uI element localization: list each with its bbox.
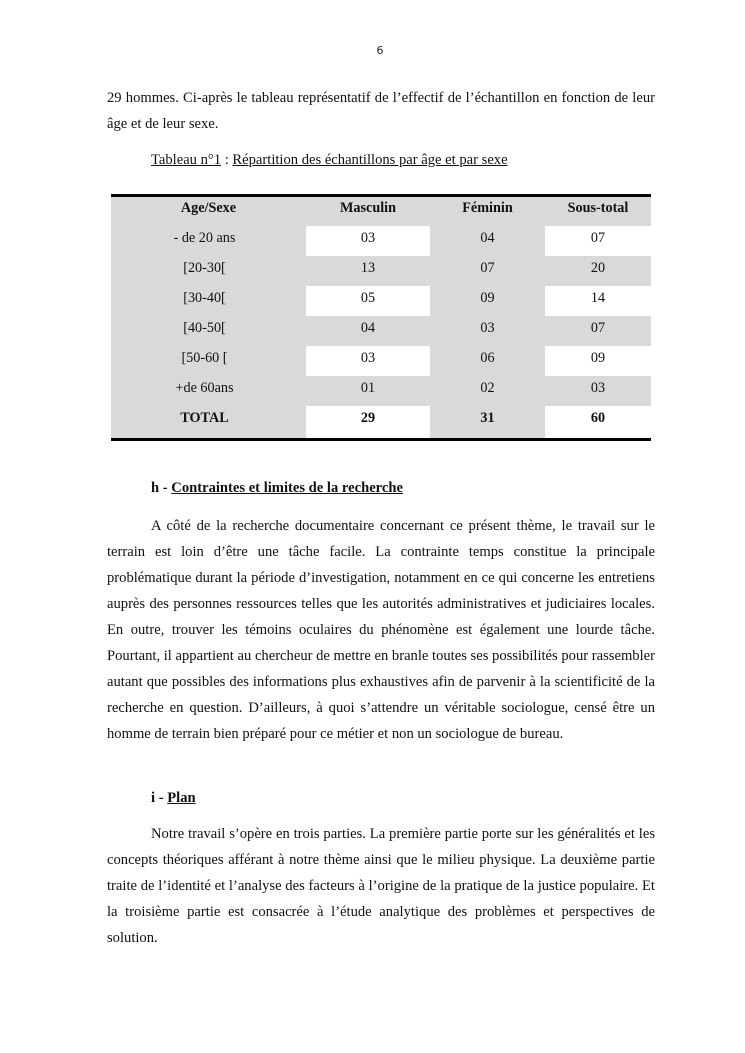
cell-feminin: 03	[430, 316, 545, 346]
header-sous-total: Sous-total	[567, 200, 629, 216]
table-row	[111, 346, 651, 376]
section-h-prefix: h -	[151, 480, 172, 496]
header-feminin: Féminin	[462, 200, 513, 216]
section-h-title: Contraintes et limites de la recherche	[171, 480, 403, 496]
cell-masculin: 01	[306, 376, 430, 406]
cell-sous-total: 07	[545, 316, 651, 346]
table-total-row	[111, 406, 651, 438]
section-i-title: Plan	[167, 790, 196, 806]
cell-feminin: 02	[430, 376, 545, 406]
section-h-paragraph: A côté de la recherche documentaire concernant ce présent thème, le travail sur le terrain est loin d’être une tâche facile. La contrainte temps constitue la principale problématique durant la période d’investigation, notamment en ce qui concerne les entretiens auprès des personnes ressources telles que les autorités administratives et judiciaires locales. En outre, trouver les témoins oculaires du phénomène est également une lourde tâche. Pourtant, il appartient au chercheur de mettre en branle toutes ses possibilités pour rassembler autant que possibles des informations plus exhaustives afin de parvenir à la scientificité de la recherche en question. D’ailleurs, à quoi s’attendre un véritable sociologue, censé être un homme de terrain bien préparé pour ce métier et non un sociologue de bureau.	[107, 518, 655, 742]
cell-sous-total: 14	[545, 286, 651, 316]
table-row	[111, 226, 651, 256]
table-row	[111, 376, 651, 406]
table-caption-title: Répartition des échantillons par âge et par sexe	[232, 152, 508, 168]
intro-paragraph: 29 hommes. Ci-après le tableau représentatif de l’effectif de l’échantillon en fonction de leur âge et de leur sexe.	[107, 90, 655, 132]
cell-sous-total: 20	[545, 256, 651, 286]
section-i-paragraph: Notre travail s’opère en trois parties. La première partie porte sur les généralités et les concepts théoriques afférant à notre thème ainsi que le milieu physique. La deuxième partie traite de l’identité et l’analyse des facteurs à l’origine de la pratique de la justice populaire. Et la troisième partie est consacrée à l’étude analytique des problèmes et perspectives de solution.	[107, 826, 655, 946]
cell-age: - de 20 ans	[111, 226, 306, 256]
cell-age: +de 60ans	[111, 376, 306, 406]
cell-sous-total: 07	[545, 226, 651, 256]
table-row	[111, 316, 651, 346]
cell-total-feminin: 31	[430, 406, 545, 438]
cell-masculin: 13	[306, 256, 430, 286]
table-header-row	[111, 197, 651, 226]
header-masculin: Masculin	[340, 200, 396, 216]
cell-masculin: 03	[306, 226, 430, 256]
cell-masculin: 03	[306, 346, 430, 376]
cell-feminin: 09	[430, 286, 545, 316]
table-caption-separator: :	[221, 152, 233, 168]
cell-total-masculin: 29	[306, 406, 430, 438]
section-i-prefix: i -	[151, 790, 168, 806]
cell-age: [30-40[	[111, 286, 306, 316]
cell-total-label: TOTAL	[111, 406, 306, 438]
header-age-sexe: Age/Sexe	[180, 200, 237, 216]
cell-masculin: 05	[306, 286, 430, 316]
cell-age: [40-50[	[111, 316, 306, 346]
section-h-heading	[151, 478, 403, 498]
cell-total-sous-total: 60	[545, 406, 651, 438]
page-number: 6	[376, 44, 384, 57]
cell-masculin: 04	[306, 316, 430, 346]
section-i-heading	[151, 788, 196, 808]
cell-feminin: 04	[430, 226, 545, 256]
table-caption	[151, 150, 508, 170]
cell-feminin: 06	[430, 346, 545, 376]
table-row	[111, 286, 651, 316]
cell-feminin: 07	[430, 256, 545, 286]
table-row	[111, 256, 651, 286]
table-caption-label: Tableau n°1	[151, 152, 222, 168]
age-sex-table	[111, 194, 651, 441]
cell-sous-total: 03	[545, 376, 651, 406]
cell-age: [20-30[	[111, 256, 306, 286]
cell-sous-total: 09	[545, 346, 651, 376]
cell-age: [50-60 [	[111, 346, 306, 376]
